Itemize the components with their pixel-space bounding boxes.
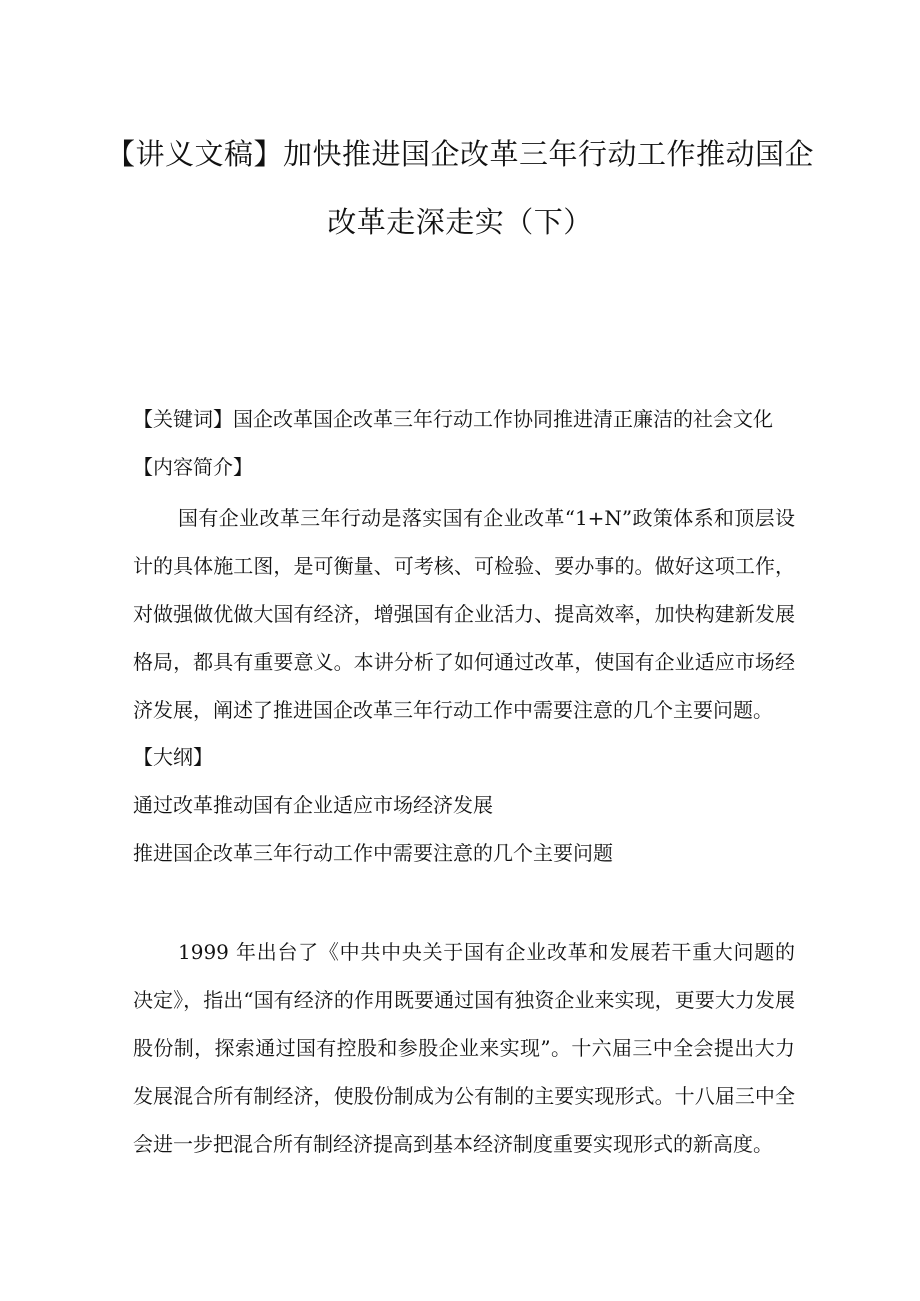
summary-paragraph: 国有企业改革三年行动是落实国有企业改革“1+N”政策体系和顶层设计的具体施工图，是可衡量、可考核、可检验、要办事的。做好这项工作，对做强做优做大国有经济，增强国有企业活力、提高效率，加快构建新发展格局，都具有重要意义。本讲分析了如何通过改革，使国有企业适应市场经济发展，阐述了推进国企改革三年行动工作中需要注意的几个主要问题。	[133, 506, 795, 722]
body-paragraph: 1999 年出台了《中共中央关于国有企业改革和发展若干重大问题的决定》，指出“国有经济的作用既要通过国有独资企业来实现，更要大力发展股份制，探索通过国有控股和参股企业来实现”。十六届三中全会提出大力发展混合所有制经济，使股份制成为公有制的主要实现形式。十八届三中全会进一步把混合所有制经济提高到基本经济制度重要实现形式的新高度。	[133, 940, 795, 1156]
outline-item-2: 推进国企改革三年行动工作中需要注意的几个主要问题	[133, 841, 613, 865]
outline-heading: 【大纲】	[133, 745, 213, 769]
document-title-line-1: 【讲义文稿】加快推进国企改革三年行动工作推动国企	[105, 137, 814, 171]
outline-item-1: 通过改革推动国有企业适应市场经济发展	[133, 793, 493, 817]
summary-heading: 【内容简介】	[133, 455, 253, 479]
keywords-line: 【关键词】国企改革国企改革三年行动工作协同推进清正廉洁的社会文化	[133, 407, 773, 431]
document-title-line-2: 改革走深走实（下）	[327, 205, 593, 239]
